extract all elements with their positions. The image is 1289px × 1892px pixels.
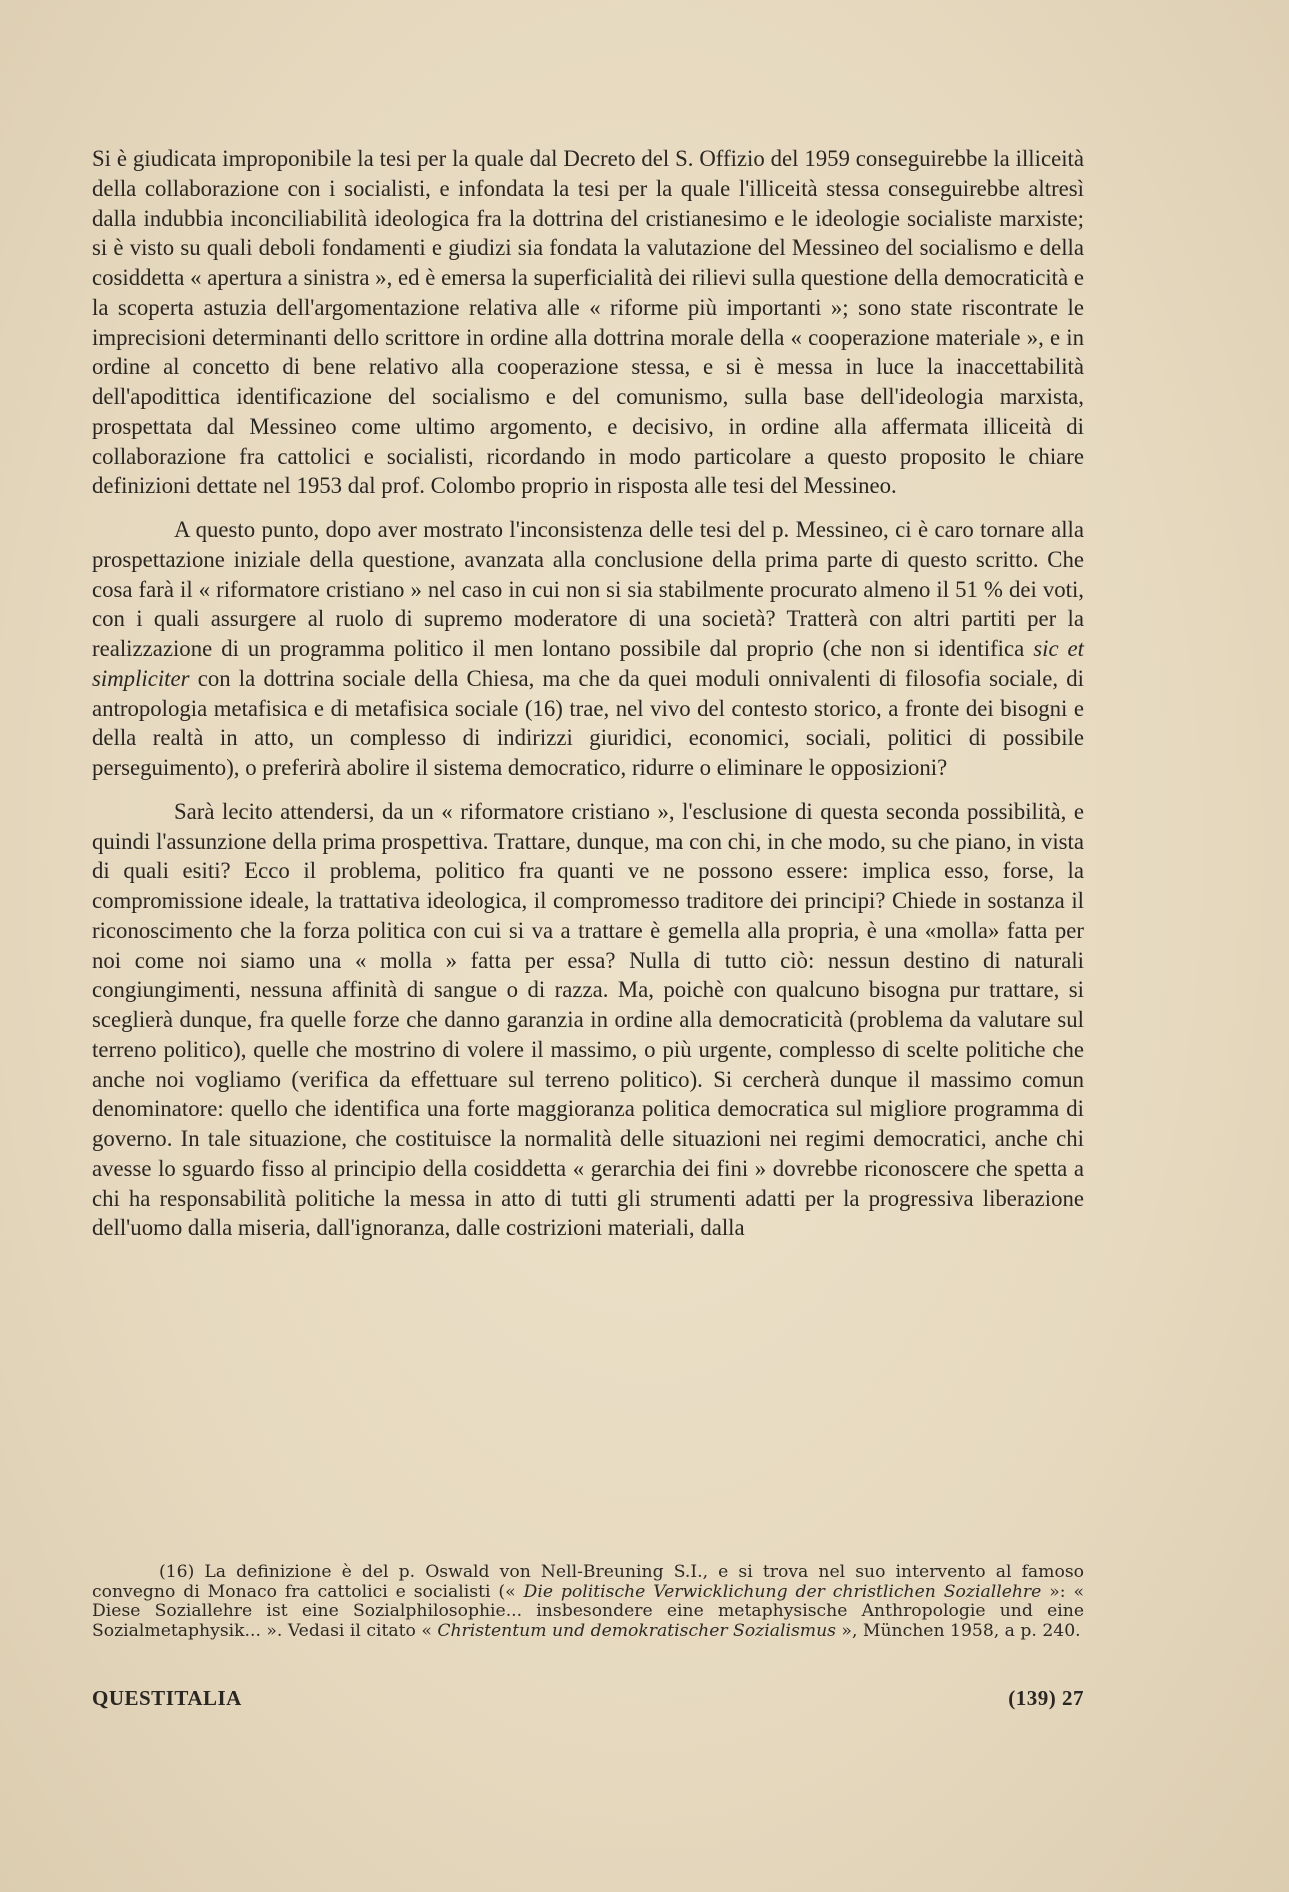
footnote-text-2: »: « Diese Soziallehre ist eine Sozialphilosophie... insbesondere eine metaphysische Anthropologie und eine Sozialmetaphysik... ». Vedasi il citato « xyxy=(92,1581,1084,1641)
footnote-16 xyxy=(92,1563,1084,1641)
paragraph-2 xyxy=(92,515,1084,783)
footnote-text-1: (16) La definizione è del p. Oswald von Nell-Breuning S.I., e si trova nel suo intervento al famoso convegno di Monaco fra cattolici e socialisti (« xyxy=(92,1562,1084,1602)
italic-phrase: sic et simpliciter xyxy=(92,636,1084,691)
article-body xyxy=(92,144,1084,1243)
paragraph-1: Si è giudicata improponibile la tesi per la quale dal Decreto del S. Offizio del 1959 conseguirebbe la illiceità della collaborazione con i socialisti, e infondata la tesi per la quale l'illiceità stessa conseguirebbe altresì dalla indubbia inconciliabilità ideologica fra la dottrina del cristianesimo e le ideologie socialiste marxiste; si è visto su quali deboli fondamenti e giudizi sia fondata la valutazione del Messineo del socialismo e della cosiddetta « apertura a sinistra », ed è emersa la superficialità dei rilievi sulla questione della democraticità e la scoperta astuzia dell'argomentazione relativa alle « riforme più importanti »; sono state riscontrate le imprecisioni determinanti dello scrittore in ordine alla dottrina morale della « cooperazione materiale », e in ordine al concetto di bene relativo alla cooperazione stessa, e si è messa in luce la inaccettabilità dell'apodittica identificazione del socialismo e del comunismo, sulla base dell'ideologia marxista, prospettata dal Messineo come ultimo argomento, e decisivo, in ordine alla affermata illiceità di collaborazione fra cattolici e socialisti, ricordando in modo particolare a questo proposito le chiare definizioni dettate nel 1953 dal prof. Colombo proprio in risposta alle tesi del Messineo. xyxy=(92,146,1084,499)
paragraph-2-part-1: A questo punto, dopo aver mostrato l'inconsistenza delle tesi del p. Messineo, ci è caro tornare alla prospettazione iniziale della questione, avanzata alla conclusione della prima parte di questo scritto. Che cosa farà il « riformatore cristiano » nel caso in cui non si sia stabilmente procurato almeno il 51 % dei voti, con i quali assurgere al ruolo di supremo moderatore di una società? Tratterà con altri partiti per la realizzazione di un programma politico il men lontano possibile dal proprio (che non si identifica xyxy=(92,517,1084,661)
journal-name: QUESTITALIA xyxy=(92,1686,242,1710)
page-number: (139) 27 xyxy=(1008,1686,1084,1710)
paragraph-3: Sarà lecito attendersi, da un « riformatore cristiano », l'esclusione di questa seconda possibilità, e quindi l'assunzione della prima prospettiva. Trattare, dunque, ma con chi, in che modo, su che piano, in vista di quali esiti? Ecco il problema, politico fra quanti ve ne possono essere: implica esso, forse, la compromissione ideale, la trattativa ideologica, il compromesso traditore dei principi? Chiede in sostanza il riconoscimento che la forza politica con cui si va a trattare è gemella alla propria, è una «molla» fatta per noi come noi siamo una « molla » fatta per essa? Nulla di tutto ciò: nessun destino di naturali congiungimenti, nessuna affinità di sangue o di razza. Ma, poichè con qualcuno bisogna pur trattare, si sceglierà dunque, fra quelle forze che danno garanzia in ordine alla democraticità (problema da valutare sul terreno politico), quelle che mostrino di volere il massimo, o più urgente, complesso di scelte politiche che anche noi vogliamo (verifica da effettuare sul terreno politico). Si cercherà dunque il massimo comun denominatore: quello che identifica una forte maggioranza politica democratica sul migliore programma di governo. In tale situazione, che costituisce la normalità delle situazioni nei regimi democratici, anche chi avesse lo sguardo fisso al principio della cosiddetta « gerarchia dei fini » dovrebbe riconoscere che spetta a chi ha responsabilità politiche la messa in atto di tutti gli strumenti adatti per la progressiva liberazione dell'uomo dalla miseria, dall'ignoranza, dalle costrizioni materiali, dalla xyxy=(92,798,1084,1241)
footnote-title-2: Christentum und demokratischer Sozialismus xyxy=(437,1620,836,1641)
paragraph-2-part-2: con la dottrina sociale della Chiesa, ma che da quei moduli onnivalenti di filosofia sociale, di antropologia metafisica e di metafisica sociale (16) trae, nel vivo del contesto storico, a fronte dei bisogni e della realtà in atto, un complesso di indirizzi giuridici, economici, sociali, politici di possibile perseguimento), o preferirà abolire il sistema democratico, ridurre o eliminare le opposizioni? xyxy=(92,665,1084,780)
footnote-text-3: », München 1958, a p. 240. xyxy=(835,1620,1081,1641)
footnote-title-1: Die politische Verwicklichung der christlichen Soziallehre xyxy=(523,1581,1042,1602)
